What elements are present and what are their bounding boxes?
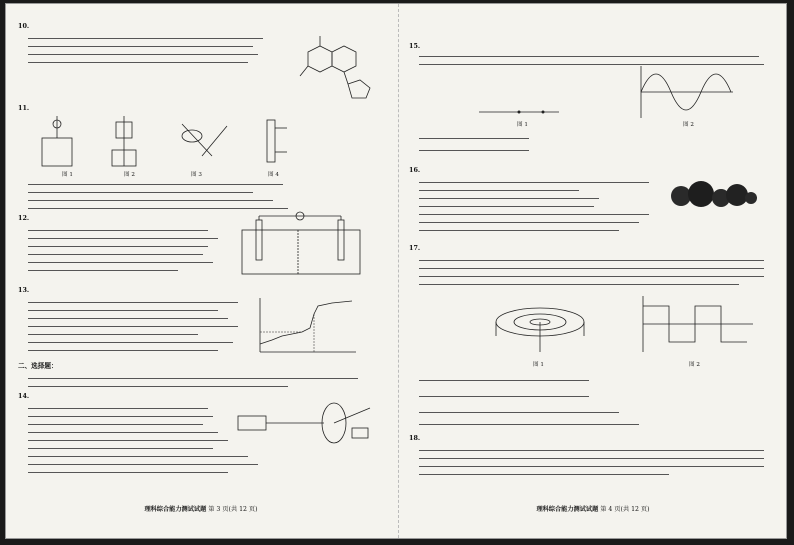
- text-line: [28, 334, 198, 335]
- text-line: [28, 246, 208, 247]
- question-number: 17.: [409, 244, 421, 252]
- text-line: [28, 62, 248, 63]
- question-number: 10.: [18, 22, 30, 30]
- text-line: [28, 342, 233, 343]
- text-line: [28, 254, 203, 255]
- text-line: [28, 326, 238, 327]
- text-line: [419, 412, 619, 413]
- question-13: [18, 286, 348, 294]
- wave-fig-1: [479, 76, 559, 116]
- text-line: [28, 192, 253, 193]
- text-line: [419, 380, 589, 381]
- footer-page-number: 第 4 页(共 12 页): [600, 506, 650, 513]
- text-line: [28, 456, 248, 457]
- text-line: [28, 424, 203, 425]
- question-15: [409, 42, 769, 50]
- text-line: [419, 222, 639, 223]
- text-line: [419, 190, 579, 191]
- footer-title: 理科综合能力测试试题: [536, 506, 599, 513]
- magnetic-ring-figure: [485, 292, 595, 356]
- text-line: [419, 150, 529, 151]
- question-10: [18, 22, 308, 30]
- text-line: [28, 408, 208, 409]
- text-line: [419, 450, 764, 451]
- text-line: [419, 466, 764, 467]
- right-page: [398, 4, 787, 538]
- text-line: [28, 448, 213, 449]
- question-number: 15.: [409, 42, 421, 50]
- question-number: 16.: [409, 166, 421, 174]
- question-number: 14.: [18, 392, 30, 400]
- fig-label-1: 图 1: [62, 172, 73, 178]
- text-line: [28, 200, 273, 201]
- text-line: [419, 396, 589, 397]
- text-line: [28, 310, 218, 311]
- text-line: [28, 46, 253, 47]
- fig-label-1: 图 1: [517, 122, 528, 128]
- titration-curve-figure: [252, 296, 362, 358]
- question-number: 11.: [18, 104, 30, 112]
- gear-set-figure: [667, 178, 757, 214]
- fig-label-1: 图 1: [533, 362, 544, 368]
- text-line: [28, 432, 218, 433]
- question-14: [18, 392, 218, 400]
- text-line: [419, 214, 649, 215]
- question-17: [409, 244, 769, 252]
- text-line: [419, 424, 639, 425]
- molecule-structure-figure: [288, 32, 383, 102]
- text-line: [419, 230, 619, 231]
- text-line: [419, 284, 739, 285]
- text-line: [419, 206, 594, 207]
- question-18: [409, 434, 769, 442]
- text-line: [28, 472, 228, 473]
- text-line: [419, 260, 764, 261]
- text-line: [28, 270, 178, 271]
- fig-label-2: 图 2: [689, 362, 700, 368]
- fig-label-4: 图 4: [268, 172, 279, 178]
- text-line: [28, 378, 358, 379]
- text-line: [28, 54, 258, 55]
- text-line: [419, 276, 764, 277]
- text-line: [28, 318, 228, 319]
- text-line: [28, 464, 258, 465]
- text-line: [419, 138, 529, 139]
- apparatus-figures: [42, 116, 342, 172]
- text-line: [419, 268, 764, 269]
- footer-title: 理科综合能力测试试题: [144, 506, 207, 513]
- text-line: [28, 238, 218, 239]
- electrolysis-cell-figure: [238, 216, 368, 278]
- text-line: [419, 474, 669, 475]
- question-12: [18, 214, 218, 222]
- text-line: [28, 350, 218, 351]
- left-footer: [6, 504, 396, 513]
- left-page: [6, 4, 396, 538]
- text-line: [419, 182, 649, 183]
- footer-page-number: 第 3 页(共 12 页): [208, 506, 258, 513]
- question-number: 13.: [18, 286, 30, 294]
- section-two-header: 二、选择题：: [18, 362, 58, 370]
- text-line: [419, 198, 599, 199]
- text-line: [28, 38, 263, 39]
- wave-fig-2: [637, 64, 737, 120]
- exam-sheet: [6, 4, 786, 538]
- question-16: [409, 166, 769, 174]
- text-line: [419, 56, 759, 57]
- question-number: 18.: [409, 434, 421, 442]
- text-line: [28, 184, 283, 185]
- text-line: [28, 302, 238, 303]
- text-line: [28, 208, 288, 209]
- fig-label-2: 图 2: [683, 122, 694, 128]
- voltage-graph-figure: [637, 294, 757, 354]
- text-line: [419, 458, 764, 459]
- fig-label-3: 图 3: [191, 172, 202, 178]
- question-11: [18, 104, 308, 112]
- text-line: [28, 262, 213, 263]
- question-number: 12.: [18, 214, 30, 222]
- text-line: [28, 416, 213, 417]
- fig-label-2: 图 2: [124, 172, 135, 178]
- text-line: [28, 230, 208, 231]
- right-footer: [399, 504, 787, 513]
- text-line: [28, 440, 228, 441]
- text-line: [28, 386, 288, 387]
- alpha-scattering-figure: [234, 398, 374, 454]
